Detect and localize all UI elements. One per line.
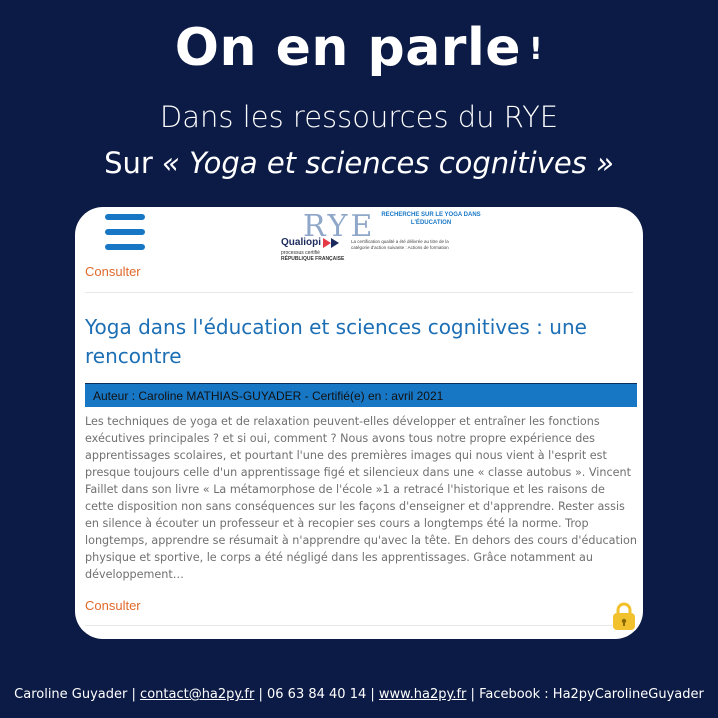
consult-link-bottom[interactable]: Consulter <box>85 598 141 613</box>
qualiopi-label: Qualiopi <box>281 237 321 248</box>
article-screenshot-card <box>75 207 643 639</box>
subtitle-line-2 <box>0 146 718 180</box>
qualiopi-logo <box>281 237 339 248</box>
article-title[interactable]: Yoga dans l'éducation et sciences cognitives : une rencontre <box>85 315 587 368</box>
footer-name: Caroline Guyader <box>14 687 128 702</box>
qualiopi-note: La certification qualité a été délivrée au titre de la catégorie d'action suivante : Actions de formation <box>351 239 449 250</box>
page-headline <box>0 18 718 78</box>
headline-title: On en parle <box>174 18 522 78</box>
headline-exclamation: ! <box>529 32 544 67</box>
rye-logo[interactable]: RYE <box>303 209 376 244</box>
author-bar: Auteur : Caroline MATHIAS-GUYADER - Certifié(e) en : avril 2021 <box>85 383 637 407</box>
consult-link-top[interactable]: Consulter <box>85 264 141 279</box>
menu-icon[interactable] <box>105 214 145 259</box>
subtitle-topic: « Yoga et sciences cognitives » <box>162 146 614 180</box>
contact-footer: Caroline Guyader | contact@ha2py.fr | 06 63 84 40 14 | www.ha2py.fr | Facebook : Ha2pyCarolineGuyader <box>14 687 704 702</box>
divider <box>85 292 633 293</box>
footer-facebook: Facebook : Ha2pyCarolineGuyader <box>479 687 704 702</box>
rye-tagline: RECHERCHE SUR LE YOGA DANS L'ÉDUCATION <box>381 212 481 226</box>
article-excerpt: Les techniques de yoga et de relaxation peuvent-elles développer et entraîner les fonctions exécutives principales ? et si oui, comment ? Nous avons tous notre propre expérience des apprentissages scolaires, et pourtant l'une des premières images qui nous vient à l'esprit est presque toujours celle d'un apprentissage figé et silencieux dans une « classe autobus ». Vincent Faillet dans son livre « La métamorphose de l'école »1 a retracé l'historique et les raisons de cette disposition non sans conséquences sur les façons d'enseigner et d'apprendre. Rester assis en silence à écouter un professeur et à recopier ses cours a longtemps été la norme. Trop longtemps, apprendre se résumait à n'apprendre qu'avec la tête. En dehors des cours d'éducation physique et sportive, le corps a été négligé dans les apprentissages. Grâce notamment au développement… <box>85 415 637 581</box>
divider <box>85 625 633 626</box>
subtitle-prefix: Sur <box>104 146 153 180</box>
lock-icon[interactable] <box>611 601 637 631</box>
footer-email-link[interactable]: contact@ha2py.fr <box>140 687 255 702</box>
subtitle-line-1: Dans les ressources du RYE <box>159 100 559 134</box>
footer-phone: 06 63 84 40 14 <box>267 687 367 702</box>
qualiopi-subtitle: processus certifié RÉPUBLIQUE FRANÇAISE <box>281 250 345 262</box>
footer-website-link[interactable]: www.ha2py.fr <box>378 687 467 702</box>
